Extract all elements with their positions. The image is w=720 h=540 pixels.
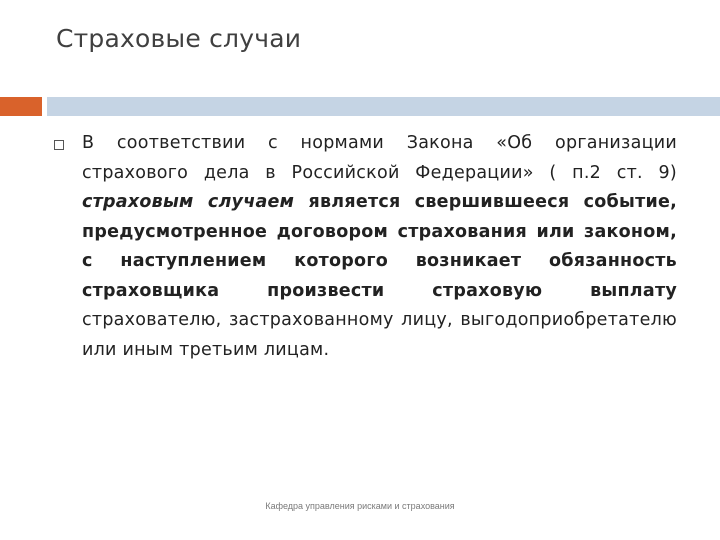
accent-bar-orange xyxy=(0,97,42,116)
slide-footer: Кафедра управления рисками и страхования xyxy=(265,501,455,511)
square-bullet-icon xyxy=(54,140,64,150)
bullet-definition: является свершившееся событие, предусмотренное договором страхования или законом, с наступлением которого возникает обязанность страховщика произвести страховую выплату xyxy=(82,192,678,301)
bullet-term: страховым случаем xyxy=(82,192,295,212)
accent-bar-blue xyxy=(47,97,720,116)
bullet-paragraph xyxy=(82,129,677,365)
bullet-intro: В соответствии с нормами Закона «Об организации страхового дела в Российской Федерации» ( п.2 ст. 9) xyxy=(82,133,677,183)
bullet-tail: страхователю, застрахованному лицу, выгодоприобретателю или иным третьим лицам. xyxy=(82,310,677,360)
slide-title: Страховые случаи xyxy=(56,24,302,53)
